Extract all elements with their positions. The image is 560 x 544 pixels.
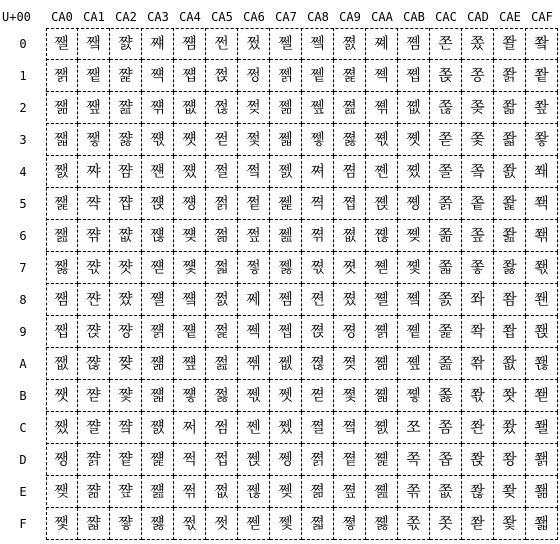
glyph-cell: 쨷 bbox=[142, 252, 174, 284]
glyph-cell: 쨀 bbox=[46, 28, 78, 60]
glyph-cell: 쪁 bbox=[302, 60, 334, 92]
glyph-cell: 쩗 bbox=[206, 252, 238, 284]
glyph-cell: 쫛 bbox=[462, 380, 494, 412]
glyph-cell: 쨻 bbox=[142, 380, 174, 412]
glyph-cell: 쨎 bbox=[46, 476, 78, 508]
glyph-cell: 쩤 bbox=[238, 156, 270, 188]
glyph-cell: 쩷 bbox=[270, 252, 302, 284]
glyph-cell: 쫠 bbox=[494, 28, 526, 60]
glyph-cell: 쫗 bbox=[462, 252, 494, 284]
column-label: CA5 bbox=[211, 10, 233, 24]
glyph-cell: 쫷 bbox=[526, 252, 558, 284]
glyph-cell: 쪢 bbox=[366, 92, 398, 124]
row-label: 4 bbox=[19, 165, 27, 179]
glyph-cell: 쩦 bbox=[238, 220, 270, 252]
glyph-cell: 쨱 bbox=[142, 60, 174, 92]
glyph-cell: 쪋 bbox=[302, 380, 334, 412]
glyph-cell: 쪷 bbox=[398, 252, 430, 284]
column-label: CAF bbox=[531, 10, 553, 24]
glyph-cell: 쩆 bbox=[174, 220, 206, 252]
glyph-cell: 쩲 bbox=[270, 92, 302, 124]
row-label: A bbox=[19, 357, 27, 371]
glyph-cell: 쨞 bbox=[78, 476, 110, 508]
glyph-cell: 쪒 bbox=[334, 92, 366, 124]
glyph-cell: 쨽 bbox=[142, 444, 174, 476]
column-label: CA4 bbox=[179, 10, 201, 24]
glyph-cell: 쪮 bbox=[366, 476, 398, 508]
glyph-cell: 쪟 bbox=[334, 508, 366, 540]
glyph-grid bbox=[46, 28, 558, 540]
glyph-cell: 쨪 bbox=[110, 348, 142, 380]
glyph-cell: 쩅 bbox=[174, 188, 206, 220]
glyph-cell: 쪡 bbox=[366, 60, 398, 92]
glyph-cell: 쩽 bbox=[270, 444, 302, 476]
glyph-cell: 쫩 bbox=[494, 316, 526, 348]
glyph-cell: 쪓 bbox=[334, 124, 366, 156]
glyph-cell: 쨅 bbox=[46, 188, 78, 220]
row-label: 0 bbox=[19, 37, 27, 51]
row-label: F bbox=[19, 517, 27, 531]
glyph-cell: 쫤 bbox=[494, 156, 526, 188]
glyph-cell: 쫳 bbox=[526, 124, 558, 156]
glyph-cell: 쫎 bbox=[430, 476, 462, 508]
glyph-cell: 쪗 bbox=[334, 252, 366, 284]
glyph-cell: 쫇 bbox=[430, 252, 462, 284]
glyph-cell: 쨶 bbox=[142, 220, 174, 252]
glyph-cell: 쫚 bbox=[462, 348, 494, 380]
glyph-cell: 쪸 bbox=[398, 284, 430, 316]
glyph-cell: 쪪 bbox=[366, 348, 398, 380]
glyph-cell: 쨉 bbox=[46, 316, 78, 348]
glyph-cell: 쨙 bbox=[78, 316, 110, 348]
glyph-cell: 쫧 bbox=[494, 252, 526, 284]
glyph-cell: 쪞 bbox=[334, 476, 366, 508]
glyph-cell: 쫦 bbox=[494, 220, 526, 252]
column-label: CAA bbox=[371, 10, 393, 24]
glyph-cell: 쩺 bbox=[270, 348, 302, 380]
glyph-cell: 쫱 bbox=[526, 60, 558, 92]
glyph-cell: 쩬 bbox=[238, 412, 270, 444]
glyph-cell: 쫕 bbox=[462, 188, 494, 220]
glyph-cell: 쩙 bbox=[206, 316, 238, 348]
glyph-cell: 쫿 bbox=[526, 508, 558, 540]
glyph-cell: 쫯 bbox=[494, 508, 526, 540]
glyph-cell: 쩘 bbox=[206, 284, 238, 316]
glyph-cell: 쪴 bbox=[398, 156, 430, 188]
glyph-cell: 쪻 bbox=[398, 380, 430, 412]
glyph-cell: 쫃 bbox=[430, 124, 462, 156]
glyph-cell: 쩄 bbox=[174, 156, 206, 188]
glyph-cell: 쪨 bbox=[366, 284, 398, 316]
glyph-cell: 쩫 bbox=[238, 380, 270, 412]
glyph-cell: 쩥 bbox=[238, 188, 270, 220]
glyph-cell: 쨘 bbox=[78, 284, 110, 316]
row-label: E bbox=[19, 485, 27, 499]
glyph-cell: 쨬 bbox=[110, 412, 142, 444]
glyph-cell: 쩛 bbox=[206, 380, 238, 412]
glyph-cell: 쪿 bbox=[398, 508, 430, 540]
glyph-cell: 쫍 bbox=[430, 444, 462, 476]
glyph-cell: 쪤 bbox=[366, 156, 398, 188]
glyph-cell: 쪧 bbox=[366, 252, 398, 284]
glyph-cell: 쩌 bbox=[174, 412, 206, 444]
glyph-cell: 쨦 bbox=[110, 220, 142, 252]
glyph-cell: 쨏 bbox=[46, 508, 78, 540]
glyph-cell: 쩟 bbox=[206, 508, 238, 540]
glyph-cell: 쨸 bbox=[142, 284, 174, 316]
glyph-cell: 쫪 bbox=[494, 348, 526, 380]
glyph-cell: 쨋 bbox=[46, 380, 78, 412]
glyph-cell: 쩯 bbox=[238, 508, 270, 540]
glyph-cell: 쨌 bbox=[46, 412, 78, 444]
glyph-cell: 쪆 bbox=[302, 220, 334, 252]
row-label: D bbox=[19, 453, 27, 467]
glyph-cell: 쨠 bbox=[110, 28, 142, 60]
column-label: CA6 bbox=[243, 10, 265, 24]
glyph-cell: 쨚 bbox=[78, 348, 110, 380]
glyph-cell: 쫒 bbox=[462, 92, 494, 124]
glyph-cell: 쫹 bbox=[526, 316, 558, 348]
glyph-cell: 쫈 bbox=[430, 284, 462, 316]
glyph-cell: 쫉 bbox=[430, 316, 462, 348]
glyph-cell: 쩻 bbox=[270, 380, 302, 412]
glyph-cell: 쫫 bbox=[494, 380, 526, 412]
glyph-cell: 쪠 bbox=[366, 28, 398, 60]
glyph-cell: 쩜 bbox=[206, 412, 238, 444]
glyph-cell: 쩎 bbox=[174, 476, 206, 508]
glyph-cell: 쪜 bbox=[334, 412, 366, 444]
glyph-cell: 쫁 bbox=[430, 60, 462, 92]
glyph-cell: 쫥 bbox=[494, 188, 526, 220]
glyph-cell: 쩠 bbox=[238, 28, 270, 60]
glyph-cell: 쩐 bbox=[206, 28, 238, 60]
glyph-cell: 쨤 bbox=[110, 156, 142, 188]
glyph-cell: 쨟 bbox=[78, 508, 110, 540]
glyph-cell: 쨲 bbox=[142, 92, 174, 124]
glyph-cell: 쨣 bbox=[110, 124, 142, 156]
glyph-cell: 쩉 bbox=[174, 316, 206, 348]
glyph-cell: 쪃 bbox=[302, 124, 334, 156]
glyph-cell: 쨭 bbox=[110, 444, 142, 476]
glyph-cell: 쨹 bbox=[142, 316, 174, 348]
glyph-cell: 쩏 bbox=[174, 508, 206, 540]
column-label: CAD bbox=[467, 10, 489, 24]
glyph-cell: 쨁 bbox=[46, 60, 78, 92]
row-label: C bbox=[19, 421, 27, 435]
glyph-cell: 쪐 bbox=[334, 28, 366, 60]
glyph-cell: 쨾 bbox=[142, 476, 174, 508]
glyph-cell: 쩣 bbox=[238, 124, 270, 156]
glyph-cell: 쨫 bbox=[110, 380, 142, 412]
glyph-cell: 쨳 bbox=[142, 124, 174, 156]
glyph-cell: 쪫 bbox=[366, 380, 398, 412]
glyph-cell: 쩩 bbox=[238, 316, 270, 348]
glyph-cell: 쪩 bbox=[366, 316, 398, 348]
glyph-cell: 쩞 bbox=[206, 476, 238, 508]
glyph-cell: 쩪 bbox=[238, 348, 270, 380]
glyph-cell: 쨵 bbox=[142, 188, 174, 220]
glyph-cell: 쨆 bbox=[46, 220, 78, 252]
glyph-cell: 쩀 bbox=[174, 28, 206, 60]
glyph-cell: 쪇 bbox=[302, 252, 334, 284]
row-label: 8 bbox=[19, 293, 27, 307]
glyph-cell: 쨰 bbox=[142, 28, 174, 60]
glyph-cell: 쪄 bbox=[302, 156, 334, 188]
glyph-cell: 쩵 bbox=[270, 188, 302, 220]
column-label: CA8 bbox=[307, 10, 329, 24]
glyph-cell: 쪊 bbox=[302, 348, 334, 380]
glyph-cell: 쨄 bbox=[46, 156, 78, 188]
glyph-cell: 쪅 bbox=[302, 188, 334, 220]
glyph-cell: 쪘 bbox=[334, 284, 366, 316]
glyph-cell: 쩧 bbox=[238, 252, 270, 284]
glyph-cell: 쪳 bbox=[398, 124, 430, 156]
glyph-cell: 쩿 bbox=[270, 508, 302, 540]
glyph-cell: 쪾 bbox=[398, 476, 430, 508]
glyph-cell: 쪱 bbox=[398, 60, 430, 92]
glyph-cell: 쫝 bbox=[462, 444, 494, 476]
glyph-cell: 쫸 bbox=[526, 284, 558, 316]
glyph-cell: 쫏 bbox=[430, 508, 462, 540]
column-label: CAE bbox=[499, 10, 521, 24]
glyph-cell: 쨔 bbox=[78, 156, 110, 188]
glyph-cell: 쨓 bbox=[78, 124, 110, 156]
glyph-cell: 쨂 bbox=[46, 92, 78, 124]
glyph-cell: 쫑 bbox=[462, 60, 494, 92]
glyph-cell: 쪚 bbox=[334, 348, 366, 380]
glyph-cell: 쩓 bbox=[206, 124, 238, 156]
glyph-cell: 쪀 bbox=[302, 28, 334, 60]
glyph-cell: 쪍 bbox=[302, 444, 334, 476]
glyph-cell: 쪬 bbox=[366, 412, 398, 444]
glyph-cell: 쪎 bbox=[302, 476, 334, 508]
glyph-cell: 쩈 bbox=[174, 284, 206, 316]
glyph-cell: 쫓 bbox=[462, 124, 494, 156]
glyph-cell: 쪰 bbox=[398, 28, 430, 60]
glyph-cell: 쩋 bbox=[174, 380, 206, 412]
glyph-cell: 쪭 bbox=[366, 444, 398, 476]
glyph-cell: 쫜 bbox=[462, 412, 494, 444]
glyph-cell: 쫵 bbox=[526, 188, 558, 220]
glyph-cell: 쫊 bbox=[430, 348, 462, 380]
glyph-cell: 쨗 bbox=[78, 252, 110, 284]
column-label: CAC bbox=[435, 10, 457, 24]
glyph-cell: 쨼 bbox=[142, 412, 174, 444]
glyph-cell: 쫬 bbox=[494, 412, 526, 444]
glyph-cell: 쩔 bbox=[206, 156, 238, 188]
glyph-cell: 쪉 bbox=[302, 316, 334, 348]
glyph-cell: 쫰 bbox=[526, 28, 558, 60]
glyph-cell: 쩱 bbox=[270, 60, 302, 92]
column-label: CA0 bbox=[51, 10, 73, 24]
glyph-cell: 쪔 bbox=[334, 156, 366, 188]
glyph-cell: 쩍 bbox=[174, 444, 206, 476]
glyph-cell: 쩝 bbox=[206, 444, 238, 476]
glyph-cell: 쩾 bbox=[270, 476, 302, 508]
glyph-cell: 쫡 bbox=[494, 60, 526, 92]
glyph-cell: 쩭 bbox=[238, 444, 270, 476]
column-label: CA2 bbox=[115, 10, 137, 24]
row-label: 2 bbox=[19, 101, 27, 115]
glyph-cell: 쩒 bbox=[206, 92, 238, 124]
glyph-cell: 쫘 bbox=[462, 284, 494, 316]
glyph-cell: 쨯 bbox=[110, 508, 142, 540]
row-label: B bbox=[19, 389, 27, 403]
row-label: 1 bbox=[19, 69, 27, 83]
glyph-cell: 쫌 bbox=[430, 412, 462, 444]
glyph-cell: 쪯 bbox=[366, 508, 398, 540]
glyph-cell: 쨜 bbox=[78, 412, 110, 444]
glyph-cell: 쫲 bbox=[526, 92, 558, 124]
glyph-cell: 쩕 bbox=[206, 188, 238, 220]
column-label: CA7 bbox=[275, 10, 297, 24]
row-label: 9 bbox=[19, 325, 27, 339]
glyph-cell: 쩨 bbox=[238, 284, 270, 316]
row-header bbox=[0, 28, 46, 540]
glyph-cell: 쨛 bbox=[78, 380, 110, 412]
column-label: CA1 bbox=[83, 10, 105, 24]
glyph-cell: 쨮 bbox=[110, 476, 142, 508]
glyph-cell: 쩶 bbox=[270, 220, 302, 252]
glyph-cell: 쨇 bbox=[46, 252, 78, 284]
glyph-cell: 쩸 bbox=[270, 284, 302, 316]
glyph-cell: 쫺 bbox=[526, 348, 558, 380]
glyph-cell: 쪺 bbox=[398, 348, 430, 380]
glyph-cell: 쫽 bbox=[526, 444, 558, 476]
glyph-cell: 쨃 bbox=[46, 124, 78, 156]
glyph-cell: 쪶 bbox=[398, 220, 430, 252]
row-label: 5 bbox=[19, 197, 27, 211]
glyph-cell: 쫻 bbox=[526, 380, 558, 412]
corner-label: U+00 bbox=[2, 10, 31, 24]
glyph-cell: 쫨 bbox=[494, 284, 526, 316]
row-label: 6 bbox=[19, 229, 27, 243]
glyph-cell: 쩼 bbox=[270, 412, 302, 444]
glyph-cell: 쪑 bbox=[334, 60, 366, 92]
glyph-cell: 쨺 bbox=[142, 348, 174, 380]
glyph-cell: 쩂 bbox=[174, 92, 206, 124]
glyph-cell: 쪼 bbox=[398, 412, 430, 444]
glyph-cell: 쫢 bbox=[494, 92, 526, 124]
glyph-cell: 쪥 bbox=[366, 188, 398, 220]
glyph-cell: 쫣 bbox=[494, 124, 526, 156]
glyph-cell: 쪵 bbox=[398, 188, 430, 220]
glyph-cell: 쨝 bbox=[78, 444, 110, 476]
glyph-cell: 쪝 bbox=[334, 444, 366, 476]
glyph-cell: 쨐 bbox=[78, 28, 110, 60]
glyph-cell: 쫞 bbox=[462, 476, 494, 508]
glyph-cell: 쫆 bbox=[430, 220, 462, 252]
glyph-cell: 쪣 bbox=[366, 124, 398, 156]
glyph-cell: 쩇 bbox=[174, 252, 206, 284]
glyph-cell: 쫀 bbox=[430, 28, 462, 60]
glyph-cell: 쨨 bbox=[110, 284, 142, 316]
row-label: 7 bbox=[19, 261, 27, 275]
glyph-cell: 쩴 bbox=[270, 156, 302, 188]
glyph-cell: 쨡 bbox=[110, 60, 142, 92]
glyph-cell: 쫖 bbox=[462, 220, 494, 252]
glyph-cell: 쫐 bbox=[462, 28, 494, 60]
glyph-cell: 쨩 bbox=[110, 316, 142, 348]
glyph-cell: 쩑 bbox=[206, 60, 238, 92]
glyph-cell: 쫅 bbox=[430, 188, 462, 220]
glyph-cell: 쫔 bbox=[462, 156, 494, 188]
glyph-cell: 쪖 bbox=[334, 220, 366, 252]
glyph-cell: 쫋 bbox=[430, 380, 462, 412]
glyph-cell: 쩃 bbox=[174, 124, 206, 156]
glyph-cell: 쨑 bbox=[78, 60, 110, 92]
glyph-cell: 쪌 bbox=[302, 412, 334, 444]
glyph-cell: 쨒 bbox=[78, 92, 110, 124]
glyph-cell: 쨿 bbox=[142, 508, 174, 540]
glyph-cell: 쩡 bbox=[238, 60, 270, 92]
glyph-cell: 쪕 bbox=[334, 188, 366, 220]
glyph-cell: 쩊 bbox=[174, 348, 206, 380]
glyph-cell: 쪏 bbox=[302, 508, 334, 540]
column-label: CA9 bbox=[339, 10, 361, 24]
glyph-cell: 쫙 bbox=[462, 316, 494, 348]
column-label: CAB bbox=[403, 10, 425, 24]
glyph-cell: 쨥 bbox=[110, 188, 142, 220]
glyph-cell: 쪲 bbox=[398, 92, 430, 124]
glyph-cell: 쫂 bbox=[430, 92, 462, 124]
glyph-cell: 쫟 bbox=[462, 508, 494, 540]
glyph-cell: 쪂 bbox=[302, 92, 334, 124]
glyph-cell: 쪦 bbox=[366, 220, 398, 252]
glyph-cell: 쩹 bbox=[270, 316, 302, 348]
glyph-cell: 쫼 bbox=[526, 412, 558, 444]
glyph-cell: 쨊 bbox=[46, 348, 78, 380]
column-header bbox=[46, 8, 558, 26]
glyph-cell: 쨴 bbox=[142, 156, 174, 188]
glyph-cell: 쨖 bbox=[78, 220, 110, 252]
glyph-cell: 쫄 bbox=[430, 156, 462, 188]
glyph-cell: 쨕 bbox=[78, 188, 110, 220]
glyph-cell: 쩖 bbox=[206, 220, 238, 252]
glyph-cell: 쫴 bbox=[526, 156, 558, 188]
glyph-cell: 쫮 bbox=[494, 476, 526, 508]
glyph-cell: 쪙 bbox=[334, 316, 366, 348]
glyph-cell: 쨧 bbox=[110, 252, 142, 284]
glyph-cell: 쨍 bbox=[46, 444, 78, 476]
glyph-cell: 쩢 bbox=[238, 92, 270, 124]
glyph-cell: 쩮 bbox=[238, 476, 270, 508]
glyph-cell: 쪹 bbox=[398, 316, 430, 348]
row-label: 3 bbox=[19, 133, 27, 147]
glyph-cell: 쩁 bbox=[174, 60, 206, 92]
glyph-cell: 쫶 bbox=[526, 220, 558, 252]
glyph-cell: 쩳 bbox=[270, 124, 302, 156]
glyph-cell: 쪛 bbox=[334, 380, 366, 412]
glyph-cell: 쫾 bbox=[526, 476, 558, 508]
glyph-cell: 쨢 bbox=[110, 92, 142, 124]
glyph-cell: 쫭 bbox=[494, 444, 526, 476]
glyph-cell: 쪽 bbox=[398, 444, 430, 476]
glyph-cell: 쨈 bbox=[46, 284, 78, 316]
glyph-cell: 쩰 bbox=[270, 28, 302, 60]
glyph-cell: 쩚 bbox=[206, 348, 238, 380]
glyph-cell: 쪈 bbox=[302, 284, 334, 316]
column-label: CA3 bbox=[147, 10, 169, 24]
